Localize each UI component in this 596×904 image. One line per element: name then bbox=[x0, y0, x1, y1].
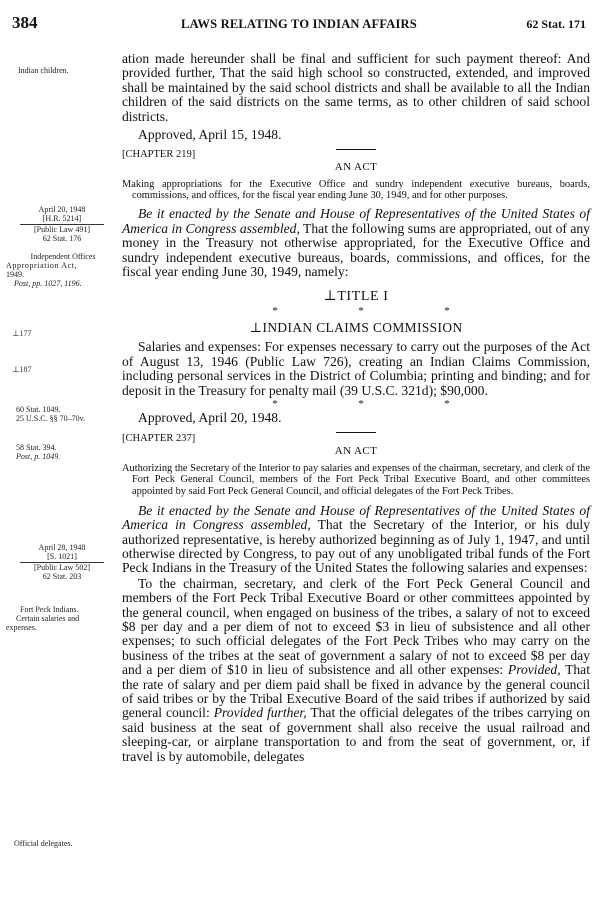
margin-text: Indian children. bbox=[18, 66, 69, 75]
main-text-column bbox=[122, 52, 590, 764]
ellipsis-stars bbox=[122, 305, 590, 317]
margin-note-citations bbox=[16, 405, 85, 423]
margin-note-chapter-219 bbox=[14, 205, 110, 243]
margin-text: 60 Stat. 1049. bbox=[16, 405, 61, 414]
approval-date: Approved, April 15, 1948. bbox=[138, 127, 282, 143]
statute-reference: 62 Stat. 171 bbox=[526, 17, 586, 31]
margin-note-independent-offices bbox=[6, 252, 110, 288]
star: * bbox=[444, 398, 450, 411]
star: * bbox=[358, 305, 364, 318]
enacting-clause bbox=[122, 207, 590, 279]
proviso: Provided further, bbox=[213, 705, 307, 721]
margin-date: April 20, 1948 bbox=[38, 205, 86, 214]
margin-stat: 62 Stat. 203 bbox=[42, 572, 82, 581]
margin-text: 25 U.S.C. §§ 70–70v. bbox=[16, 414, 86, 423]
margin-text: Official delegates. bbox=[14, 839, 73, 848]
approval-date: Approved, April 20, 1948. bbox=[138, 410, 282, 426]
chapter-heading: [CHAPTER 219] bbox=[122, 149, 196, 161]
page-mark-187: ⊥187 bbox=[12, 365, 32, 374]
act-description: Authorizing the Secretary of the Interior to pay salaries and expenses of the chairman, secretary, and clerk of the Fort Peck General Council, members of the Fort Peck Tribal Executive Board, and other committees appointed by said Fort Peck General Council, and official delegates of the Fort Peck Tribes. bbox=[122, 463, 590, 497]
margin-text: Post, p. 1049. bbox=[16, 452, 61, 461]
title-heading: ⊥TITLE I bbox=[323, 289, 389, 305]
margin-text: expenses. bbox=[6, 623, 37, 632]
margin-note-chapter-237 bbox=[14, 543, 110, 581]
carryover-paragraph: ation made hereunder shall be final and sufficient for such payment thereof: And provided further, That the said high school so constructed, extended, and improved shall be maintained by the said school districts and shall be available to all the Indian children of the said districts on the same terms, as to other children of said school districts. bbox=[122, 51, 590, 124]
act-heading: AN ACT bbox=[334, 445, 378, 458]
margin-text: Independent Offices bbox=[30, 252, 96, 261]
paragraph-text: That the official delegates of the tribes carrying on said business at the seat of government shall also receive the usual railroad and sleeping-car, or airplane transportation to and from the seat of government, or, if travel is by automobile, delegates bbox=[122, 705, 591, 764]
enacting-clause bbox=[122, 504, 590, 576]
margin-note-indian-children bbox=[18, 66, 69, 75]
margin-text: Fort Peck Indians. bbox=[20, 605, 79, 614]
running-header bbox=[12, 13, 586, 37]
act-heading: AN ACT bbox=[334, 161, 378, 174]
margin-note-fort-peck bbox=[6, 605, 110, 632]
margin-text: Appropriation Act, bbox=[6, 261, 78, 270]
margin-text: Certain salaries and bbox=[16, 614, 80, 623]
commission-heading: ⊥INDIAN CLAIMS COMMISSION bbox=[249, 320, 463, 336]
margin-bill: [H.R. 5214] bbox=[42, 214, 82, 223]
page-number: 384 bbox=[12, 13, 38, 32]
chapter-heading: [CHAPTER 237] bbox=[122, 433, 196, 445]
margin-note-official-delegates bbox=[14, 839, 73, 848]
enacting-text: That the following sums are appropriated, out of any money in the Treasury not otherwise appropriated, for the Executive Office and sundry independent executive bureaus, boards, commissions, and offices, for the fiscal year ending June 30, 1949, namely: bbox=[122, 220, 590, 280]
running-head: LAWS RELATING TO INDIAN AFFAIRS bbox=[181, 17, 417, 31]
salaries-paragraph: Salaries and expenses: For expenses necessary to carry out the purposes of the Act of August 13, 1946 (Public Law 726), creating an Indian Claims Commission, including personal services in the District of Columbia; printing and binding; and for deposit in the Treasury for penalty mail (39 U.S.C. 321d); $90,000. bbox=[122, 339, 590, 398]
proviso: Provided, bbox=[507, 662, 561, 678]
ellipsis-stars bbox=[122, 398, 590, 410]
margin-note-penalty-mail bbox=[16, 443, 60, 461]
enacting-formula: Be it enacted by the Senate and House of Representatives of the United States of America in Congress assembled, bbox=[122, 502, 590, 533]
enacting-formula: Be it enacted by the Senate and House of Representatives of the United States of America in Congress assembled, bbox=[122, 206, 590, 236]
margin-date: April 28, 1948 bbox=[38, 543, 86, 552]
star: * bbox=[272, 305, 278, 318]
margin-text: 58 Stat. 394. bbox=[16, 443, 57, 452]
margin-text: Post, pp. 1027, 1196. bbox=[14, 279, 82, 288]
act-description: Making appropriations for the Executive Office and sundry independent executive bureaus, boards, commissions, and offices, for the fiscal year ending June 30, 1949, and for other purposes. bbox=[122, 179, 590, 202]
margin-stat: 62 Stat. 176 bbox=[42, 234, 82, 243]
margin-public-law: [Public Law 502] bbox=[20, 562, 104, 572]
salaries-expenses-paragraph bbox=[122, 577, 590, 764]
star: * bbox=[272, 398, 278, 411]
margin-bill: [S. 1021] bbox=[47, 552, 77, 561]
paragraph-text: That the rate of salary and per diem paid shall be fixed in advance by the general council of said tribes or by the Tribal Executive Board of the said tribes if authorized by said general council: bbox=[122, 662, 590, 721]
enacting-text: That the Secretary of the Interior, or his duly authorized representative, is hereby authorized beginning as of July 1, 1947, and until otherwise directed by Congress, to pay out of any unobligated tribal funds of the Fort Peck Indians in the Treasury of the United States the following salaries and expenses: bbox=[122, 517, 590, 576]
paragraph-text: To the chairman, secretary, and clerk of the Fort Peck General Council and members of the Fort Peck Tribal Executive Board or other committees appointed by the general council, when engaged on business of the tribes, a salary of not to exceed $8 per day and a per diem of not to exceed $3 in lieu of subsistence and all other expenses; to such official delegates of the Fort Peck Tribes who may carry on the business of the tribes at the seat of government a salary of not to exceed $8 per day and a per diem of $10 in lieu of subsistence and all other expenses: bbox=[122, 575, 590, 678]
star: * bbox=[358, 398, 364, 411]
margin-public-law: [Public Law 491] bbox=[20, 224, 104, 234]
star: * bbox=[444, 305, 450, 318]
margin-text: 1949. bbox=[6, 270, 24, 279]
page-mark-177: ⊥177 bbox=[12, 329, 32, 338]
